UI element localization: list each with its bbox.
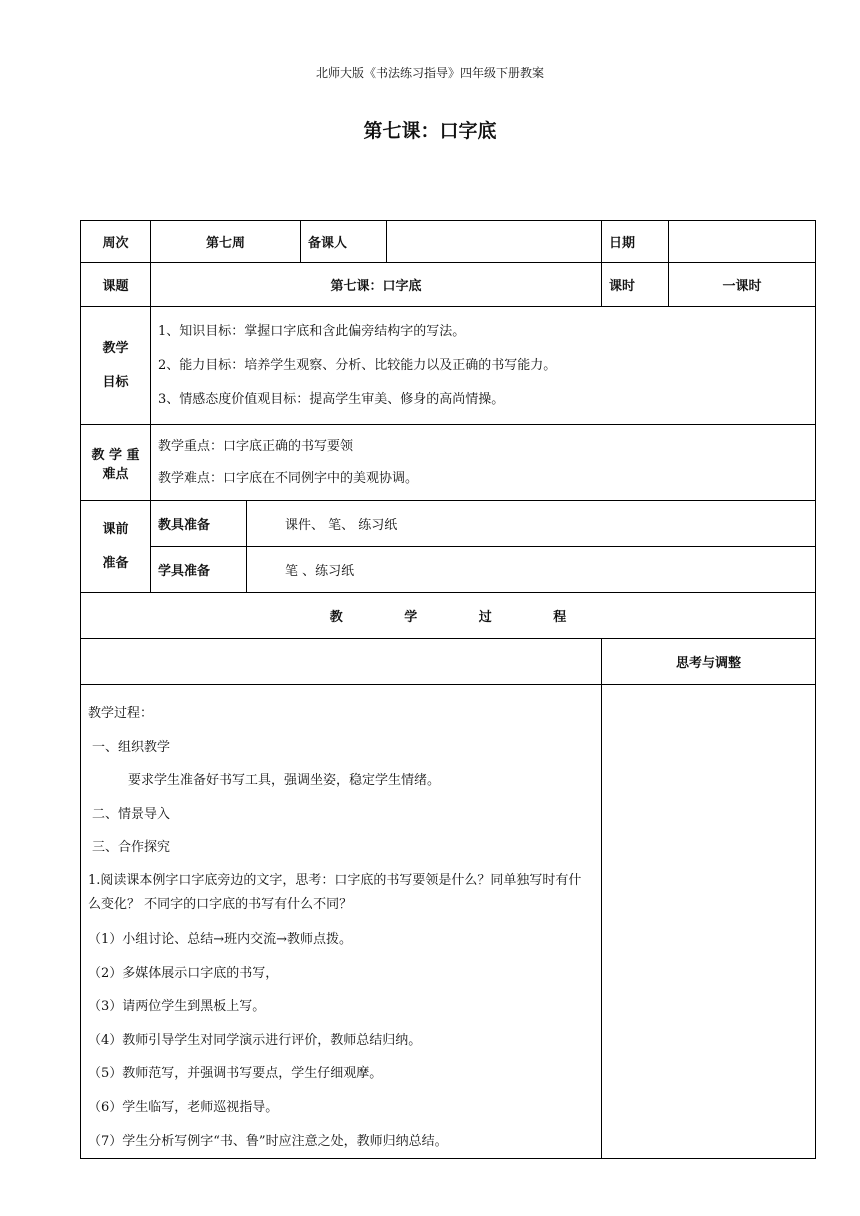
goal-item: 3、情感态度价值观目标：提高学生审美、修身的高尚情操。 <box>158 391 505 407</box>
reflection-notes <box>602 685 816 1159</box>
goal-item: 1、知识目标：掌握口字底和含此偏旁结构字的写法。 <box>158 323 466 339</box>
preparer-label: 备课人 <box>301 221 387 263</box>
goals-row <box>81 307 816 425</box>
page-title: 第七课：口字底 <box>363 120 497 142</box>
date-label: 日期 <box>602 221 669 263</box>
process-header-char: 学 <box>404 610 418 625</box>
difficulty-label <box>81 425 151 501</box>
prep-label <box>81 501 151 593</box>
difficulty-row <box>81 425 816 501</box>
process-header-char: 教 <box>329 610 343 625</box>
prep-label-line1: 课前 <box>102 521 129 537</box>
goal-item: 2、能力目标：培养学生观察、分析、比较能力以及正确的书写能力。 <box>158 357 557 373</box>
process-header <box>81 593 816 639</box>
section-heading: 三、合作探究 <box>92 840 171 856</box>
process-step: （5）教师范写，并强调书写要点，学生仔细观摩。 <box>88 1066 383 1082</box>
info-row-week <box>81 221 816 263</box>
process-step: （6）学生临写，老师巡视指导。 <box>88 1099 279 1115</box>
teaching-focus: 教学重点：口字底正确的书写要领 <box>158 438 354 454</box>
section-detail: 要求学生准备好书写工具，强调坐姿，稳定学生情绪。 <box>128 773 441 789</box>
process-body-row <box>81 685 816 1159</box>
process-step: （3）请两位学生到黑板上写。 <box>88 999 266 1015</box>
teaching-difficulty: 教学难点：口字底在不同例字中的美观协调。 <box>158 470 419 486</box>
process-step: （4）教师引导学生对同学演示进行评价，教师总结归纳。 <box>88 1032 422 1048</box>
section-heading: 二、情景导入 <box>92 806 171 822</box>
question-text: 1.阅读课本例字口字底旁边的文字，思考：口字底的书写要领是什么？同单独写时有什么变化？ 不同字的口字底的书写有什么不同？ <box>88 872 582 912</box>
section-heading: 一、组织教学 <box>92 739 171 755</box>
difficulty-label-line2: 难点 <box>102 466 129 482</box>
student-tools-label: 学具准备 <box>151 547 247 593</box>
hours-value: 一课时 <box>669 263 816 307</box>
reflection-label: 思考与调整 <box>602 639 816 685</box>
hours-label: 课时 <box>602 263 669 307</box>
process-step: （7）学生分析写例字“书、鲁”时应注意之处，教师归纳总结。 <box>88 1133 448 1149</box>
preparer-value <box>387 221 602 263</box>
difficulty-label-line1: 教 学 重 <box>91 447 140 463</box>
goals-label-line1: 教学 <box>102 340 129 356</box>
week-label: 周次 <box>81 221 151 263</box>
process-header-row <box>81 593 816 639</box>
difficulty-content <box>151 425 816 501</box>
prep-row-teacher <box>81 501 816 547</box>
process-step: （2）多媒体展示口字底的书写， <box>88 965 279 981</box>
student-tools-value: 笔 、练习纸 <box>247 547 816 593</box>
topic-label: 课题 <box>81 263 151 307</box>
process-header-char: 程 <box>553 610 567 625</box>
lesson-plan-table <box>80 220 816 1159</box>
reflection-header-row <box>81 639 816 685</box>
topic-value: 第七课：口字底 <box>151 263 602 307</box>
process-step: （1）小组讨论、总结→班内交流→教师点拨。 <box>88 931 353 947</box>
process-header-char: 过 <box>478 610 492 625</box>
date-value <box>669 221 816 263</box>
info-row-topic <box>81 263 816 307</box>
prep-row-student <box>81 547 816 593</box>
goals-label-line2: 目标 <box>102 374 129 390</box>
teacher-tools-label: 教具准备 <box>151 501 247 547</box>
goals-list <box>151 307 816 425</box>
process-intro: 教学过程： <box>88 706 154 721</box>
week-value: 第七周 <box>151 221 301 263</box>
goals-label <box>81 307 151 425</box>
process-content <box>81 685 602 1159</box>
document-header: 北师大版《书法练习指导》四年级下册教案 <box>315 66 544 80</box>
teacher-tools-value: 课件、 笔、 练习纸 <box>247 501 816 547</box>
process-header-blank <box>81 639 602 685</box>
prep-label-line2: 准备 <box>102 555 129 571</box>
